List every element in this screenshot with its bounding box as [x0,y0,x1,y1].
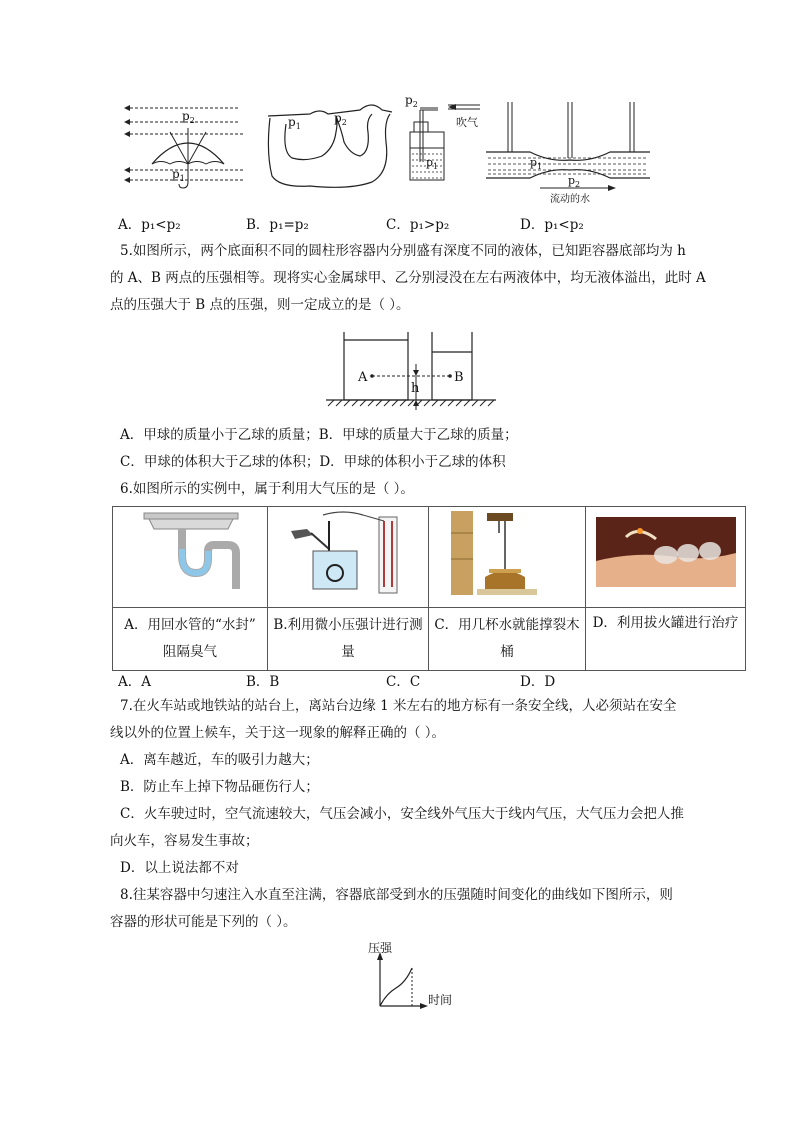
pressure-gauge-icon [283,509,413,595]
q6-cell-c: C．用几杯水就能撑裂木 桶 [429,608,586,671]
burrow-p1-label: $p_1$ [288,115,301,131]
venturi-p2-label: $p_2$ [568,174,581,189]
q6-cell-b: B.利用微小压强计进行测 量 [268,608,429,671]
q7-option-a: A．离车越近，车的吸引力越大； [120,752,319,768]
q7-option-c-line1: C．火车驶过时，空气流速较大，气压会减小，安全线外气压大于线内气压，大气压力会把人推 [120,806,684,822]
q5-options-line1: A．甲球的质量小于乙球的质量；B．甲球的质量大于乙球的质量； [120,427,518,443]
q5-question-line2: 的 A、B 两点的压强相等。现将实心金属球甲、乙分别浸没在左右两液体中，均无液体溢出，此时 A [110,270,706,286]
q7-question-line2: 线以外的位置上候车，关于这一现象的解释正确的（ ）。 [110,725,446,741]
q6-image-c [429,507,586,608]
q7-option-b: B．防止车上掉下物品砸伤行人； [120,779,319,795]
umbrella-p2-label: $p_2$ [182,109,195,125]
graph-ylabel: 压强 [368,941,393,955]
burrow-figure [268,105,392,187]
venturi-p1-label: $p_1$ [530,156,543,171]
point-a-label: A [358,370,368,385]
q8-question-line2: 容器的形状可能是下列的（ ）。 [110,914,297,930]
blow-label: 吹气 [456,116,478,129]
graph-xlabel: 时间 [428,993,453,1007]
q6-cell-a: A．用回水管的“水封” 阻隔臭气 [113,608,268,671]
q4-option-c: C．p₁>p₂ [386,217,450,233]
height-h-label: h [411,381,420,396]
q6-cell-d: D．利用拔火罐进行治疗 [586,608,746,671]
bottle-p2-label: $p_2$ [405,93,418,109]
flowing-water-label: 流动的水 [550,194,590,205]
q5-question-line1: 5.如图所示，两个底面积不同的圆柱形容器内分别盛有深度不同的液体，已知距容器底部均为 h [120,243,686,259]
q4-figures [110,92,750,205]
point-b-label: B [454,370,464,385]
q5-options-line2: C．甲球的体积大于乙球的体积；D．甲球的体积小于乙球的体积 [120,454,506,470]
q6-image-a [113,507,268,608]
q6-option-c: C．C [386,674,421,690]
umbrella-p1-label: $p_1$ [172,167,185,183]
q6-option-a: A．A [118,674,151,690]
drain-trap-icon [130,509,250,595]
q7-option-c-line2: 向火车，容易发生事故； [110,833,259,849]
q6-option-d: D．D [520,674,556,690]
q6-question-line1: 6.如图所示的实例中，属于利用大气压的是（ ）。 [120,481,414,497]
q6-option-b: B．B [246,674,280,690]
burrow-p2-label: $p_2$ [334,111,347,127]
q4-option-a: A．p₁<p₂ [118,217,181,233]
q6-options-table [112,506,746,671]
q4-option-b: B．p₁=p₂ [246,217,309,233]
barrel-pascal-icon [447,509,567,595]
q5-containers-figure [320,330,500,412]
q5-question-line3: 点的压强大于 B 点的压强，则一定成立的是（ ）。 [110,297,410,313]
bottle-p1-label: $p_1$ [426,156,439,171]
q7-option-d: D．以上说法都不对 [120,860,239,876]
q8-pressure-time-graph [360,942,470,1012]
q8-question-line1: 8.往某容器中匀速注入水直至注满，容器底部受到水的压强随时间变化的曲线如下图所示，则 [120,887,673,903]
cupping-therapy-icon [596,517,736,587]
q6-image-d [586,507,746,608]
q4-option-d: D．p₁<p₂ [520,217,584,233]
q7-question-line1: 7.在火车站或地铁站的站台上，离站台边缘 1 米左右的地方标有一条安全线，人必须站在安全 [120,698,677,714]
q6-image-b [268,507,429,608]
